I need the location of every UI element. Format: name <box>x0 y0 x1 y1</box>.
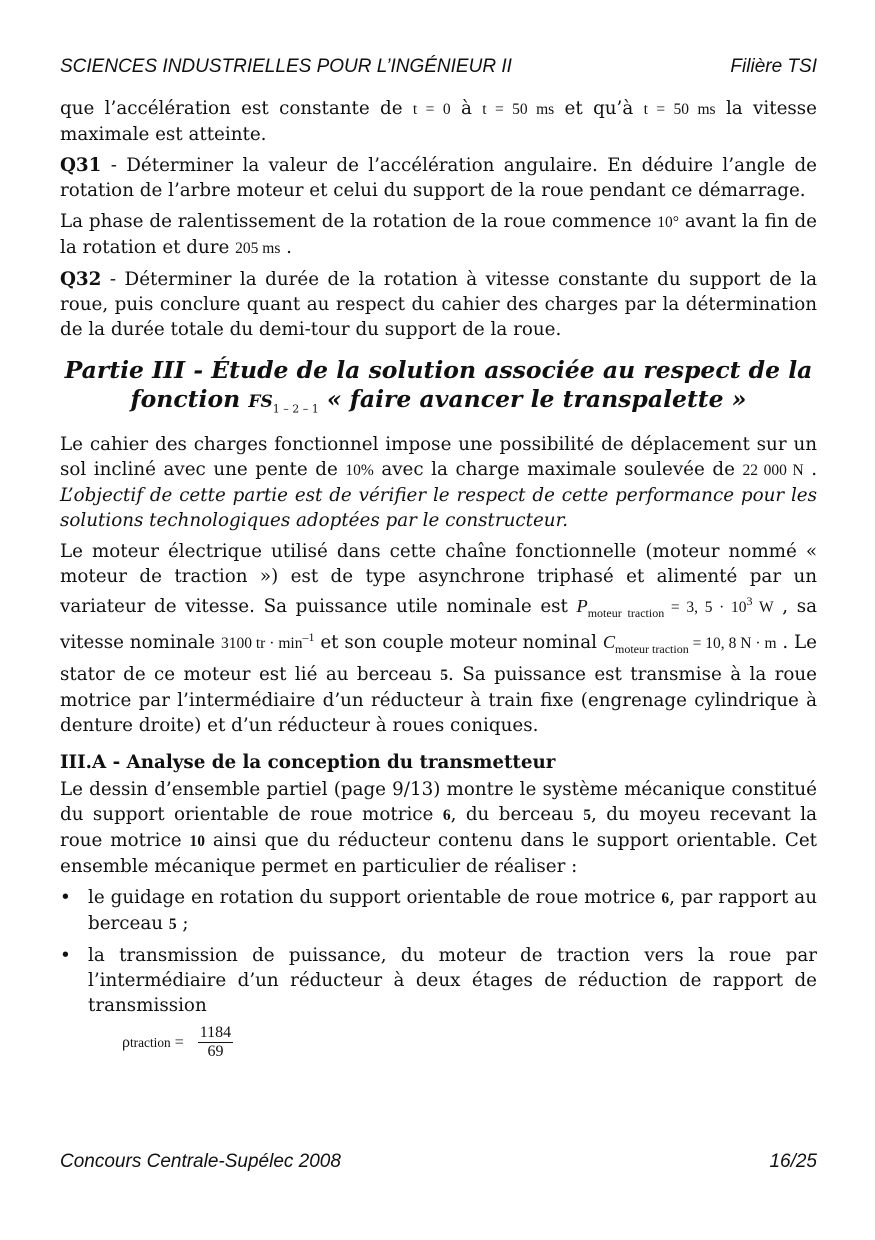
math-duration: 205 ms <box>235 240 281 257</box>
fraction <box>198 1024 233 1061</box>
question-label: Q31 <box>60 155 102 176</box>
paragraph-acceleration: que l’accélération est constante de t = 0 à t = 50 ms et qu’à t = 50 ms la vitesse maximale est atteinte. <box>60 98 817 145</box>
function-list <box>60 885 817 1018</box>
bullet-icon: • <box>60 945 71 967</box>
paragraph-motor: Le moteur électrique utilisé dans cette chaîne fonctionnelle (moteur nommé « moteur de traction ») est de type asynchrone triphasé et alimenté par un variateur de vitesse. Sa puissance utile nominale est $P_{moteur traction} = 3$, $5 \cdot 10^3$ W , sa vitesse nominale 3100 tr · $\min^{-1}$ et son couple moteur nominal $C_{moteur traction} = 10$, 8 N · m . Le stator de ce moteur est lié au berceau 5. Sa puissance est transmise à la roue motrice par l’intermédiaire d’un réducteur à train fixe (engrenage cylindrique à denture droite) et d’un réducteur à roues coniques. <box>60 540 818 737</box>
page-number: 16/25 <box>769 1151 817 1172</box>
part-title: Partie III - Étude de la solution associée au respect de la fonction $FS_{1 - 2 - 1}$ « faire avancer le transpalette » <box>64 356 813 416</box>
page-body <box>60 96 817 1061</box>
rho-symbol: ρ <box>122 1034 130 1052</box>
list-item: • la transmission de puissance, du moteur de traction vers la roue par l’intermédiaire d’un réducteur à deux étages de réduction de rapport de transmission <box>60 945 817 1017</box>
part-number: 10 <box>189 833 205 851</box>
section-title: III.A - Analyse de la conception du transmetteur <box>60 752 556 774</box>
math-power-symbol: P <box>576 595 588 616</box>
list-item: • le guidage en rotation du support orientable de roue motrice 6, par rapport au berceau 5 ; <box>60 887 817 935</box>
paragraph-deceleration: La phase de ralentissement de la rotation de la roue commence 10° avant la fin de la rotation et dure 205 ms . <box>60 211 817 258</box>
part-number: 5 <box>168 916 177 934</box>
question-label: Q32 <box>60 269 102 290</box>
fraction-numerator: 1184 <box>199 1024 232 1042</box>
function-symbol: FS <box>248 392 273 412</box>
math-t50b: t = 50 ms <box>643 101 716 118</box>
objective-text: L’objectif de cette partie est de vérifier le respect de cette performance pour les solutions technologiques adoptées par le constructeur. <box>60 484 817 531</box>
bullet-icon: • <box>60 887 71 909</box>
math-speed: 3100 tr · min <box>220 635 303 653</box>
math-angle: 10° <box>657 214 679 231</box>
page-header <box>60 56 817 78</box>
part-number: 6 <box>442 807 451 825</box>
part-number: 6 <box>661 890 670 908</box>
header-subject: SCIENCES INDUSTRIELLES POUR L’INGÉNIEUR II <box>60 56 512 77</box>
page-footer <box>60 1151 817 1173</box>
paragraph-assembly: Le dessin d’ensemble partiel (page 9/13) montre le système mécanique constitué du support orientable de roue motrice 6, du berceau 5, du moyeu recevant la roue motrice 10 ainsi que du réducteur contenu dans le support orientable. Cet ensemble mécanique permet en particulier de réaliser : <box>60 779 817 878</box>
part-number: 5 <box>440 667 449 685</box>
function-subscript: 1 – 2 – 1 <box>272 402 319 416</box>
fraction-denominator: 69 <box>207 1043 224 1061</box>
ratio-equation: ρ traction = $\frac{1184}{69}$ <box>122 1024 232 1061</box>
question-q32: Q32 - Déterminer la durée de la rotation à vitesse constante du support de la roue, puis conclure quant au respect du cahier des charges par la détermination de la durée totale du demi-tour du support de la roue. <box>60 269 817 340</box>
paragraph-requirements: Le cahier des charges fonctionnel impose une possibilité de déplacement sur un sol incliné avec une pente de 10% avec la charge maximale soulevée de 22 000 N . L’objectif de cette partie est de vérifier le respect de cette performance pour les solutions technologiques adoptées par le constructeur. <box>60 433 818 531</box>
math-slope: 10% <box>345 461 374 479</box>
math-torque-symbol: C <box>602 632 616 653</box>
math-t0: t = 0 <box>412 101 451 118</box>
part-number: 5 <box>583 807 591 825</box>
question-q31: Q31 - Déterminer la valeur de l’accélération angulaire. En déduire l’angle de rotation de l’arbre moteur et celui du support de la roue pendant ce démarrage. <box>60 155 817 201</box>
header-track: Filière TSI <box>730 56 817 77</box>
footer-contest: Concours Centrale-Supélec 2008 <box>60 1151 341 1172</box>
math-t50: t = 50 ms <box>482 101 555 118</box>
math-load: 22 000 N <box>742 461 804 479</box>
